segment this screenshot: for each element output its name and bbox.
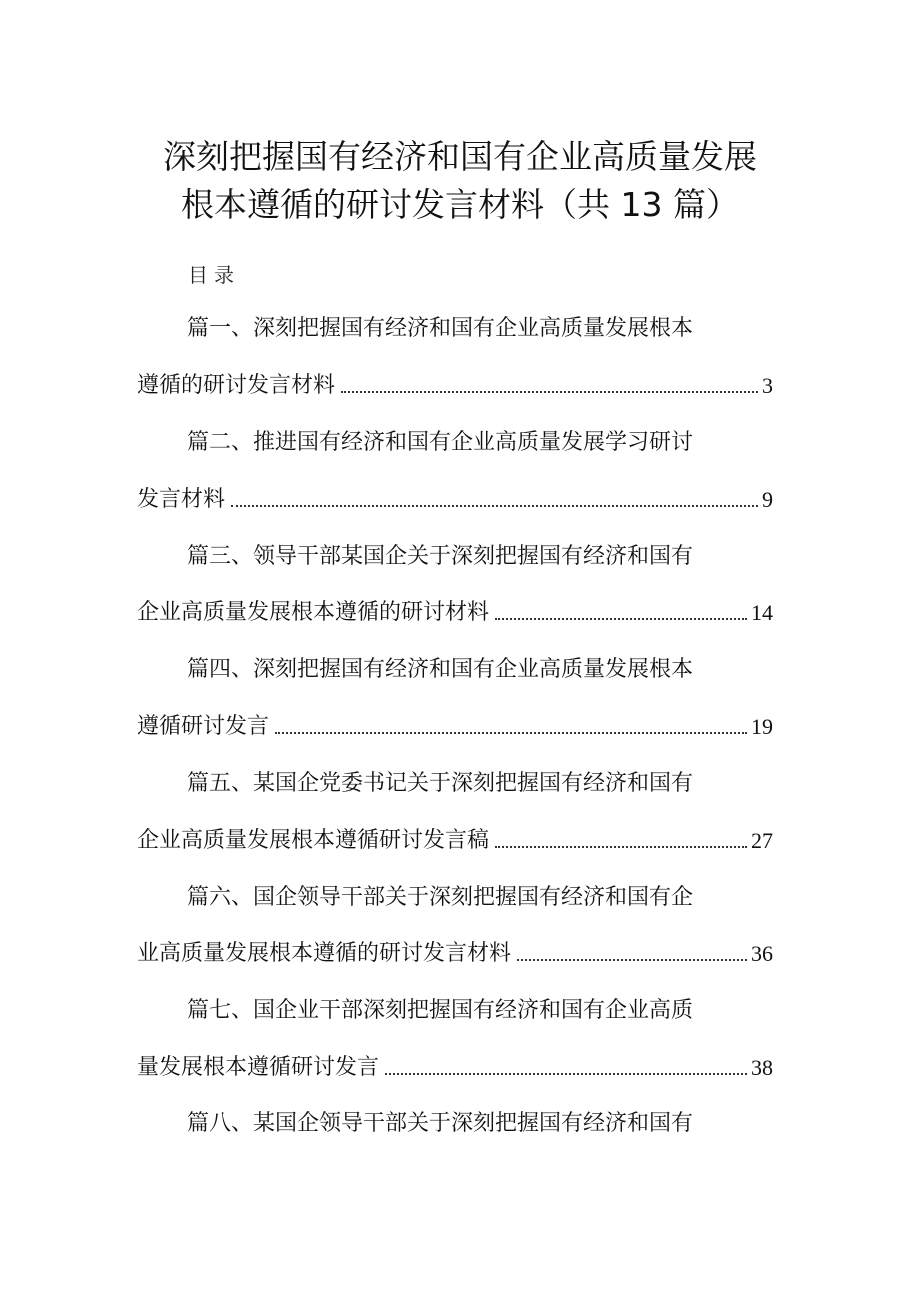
toc-entry-1-leader bbox=[341, 391, 758, 393]
toc-entry-1-continuation: 遵循的研讨发言材料 bbox=[137, 373, 336, 398]
document-title-line-2: 根本遵循的研讨发言材料（共 13 篇） bbox=[181, 185, 739, 224]
toc-entry-7-page-number: 38 bbox=[751, 1055, 773, 1080]
toc-entry-5-page-number: 27 bbox=[751, 828, 773, 853]
toc-entry-4-leader bbox=[275, 732, 747, 734]
toc-entry-7-line2[interactable] bbox=[137, 1053, 773, 1083]
toc-entry-1-page-number: 3 bbox=[762, 373, 773, 398]
toc-entry-1-line1[interactable]: 篇一、深刻把握国有经济和国有企业高质量发展根本 bbox=[187, 316, 694, 341]
toc-entry-2-line1[interactable]: 篇二、推进国有经济和国有企业高质量发展学习研讨 bbox=[187, 430, 694, 455]
toc-entry-8-line1[interactable]: 篇八、某国企领导干部关于深刻把握国有经济和国有 bbox=[187, 1111, 694, 1136]
toc-entry-3-line1[interactable]: 篇三、领导干部某国企关于深刻把握国有经济和国有 bbox=[187, 544, 694, 569]
toc-entry-5-line1[interactable]: 篇五、某国企党委书记关于深刻把握国有经济和国有 bbox=[187, 771, 694, 796]
toc-entry-2-continuation: 发言材料 bbox=[137, 487, 226, 512]
toc-entry-6-line1[interactable]: 篇六、国企领导干部关于深刻把握国有经济和国有企 bbox=[187, 885, 694, 910]
toc-entry-3-continuation: 企业高质量发展根本遵循的研讨材料 bbox=[137, 600, 490, 625]
toc-entry-3-leader bbox=[495, 618, 747, 620]
toc-heading: 目录 bbox=[188, 263, 240, 287]
toc-entry-6-leader bbox=[517, 959, 747, 961]
toc-entry-4-line2[interactable] bbox=[137, 712, 773, 742]
toc-entry-4-line1[interactable]: 篇四、深刻把握国有经济和国有企业高质量发展根本 bbox=[187, 657, 694, 682]
toc-entry-2-line2[interactable] bbox=[137, 485, 773, 515]
toc-entry-7-leader bbox=[385, 1073, 747, 1075]
toc-entry-5-continuation: 企业高质量发展根本遵循研讨发言稿 bbox=[137, 828, 490, 853]
toc-entry-2-leader bbox=[231, 505, 758, 507]
toc-entry-4-page-number: 19 bbox=[751, 714, 773, 739]
toc-entry-7-continuation: 量发展根本遵循研讨发言 bbox=[137, 1055, 380, 1080]
toc-entry-4-continuation: 遵循研讨发言 bbox=[137, 714, 270, 739]
document-title-line-1: 深刻把握国有经济和国有企业高质量发展 bbox=[163, 137, 757, 176]
toc-entry-6-line2[interactable] bbox=[137, 939, 773, 969]
toc-entry-6-continuation: 业高质量发展根本遵循的研讨发言材料 bbox=[137, 941, 512, 966]
toc-entry-1-line2[interactable] bbox=[137, 371, 773, 401]
toc-entry-3-page-number: 14 bbox=[751, 600, 773, 625]
toc-entry-5-leader bbox=[495, 846, 747, 848]
toc-entry-3-line2[interactable] bbox=[137, 598, 773, 628]
toc-entry-6-page-number: 36 bbox=[751, 941, 773, 966]
toc-entry-2-page-number: 9 bbox=[762, 487, 773, 512]
toc-entry-5-line2[interactable] bbox=[137, 826, 773, 856]
toc-entry-7-line1[interactable]: 篇七、国企业干部深刻把握国有经济和国有企业高质 bbox=[187, 998, 694, 1023]
